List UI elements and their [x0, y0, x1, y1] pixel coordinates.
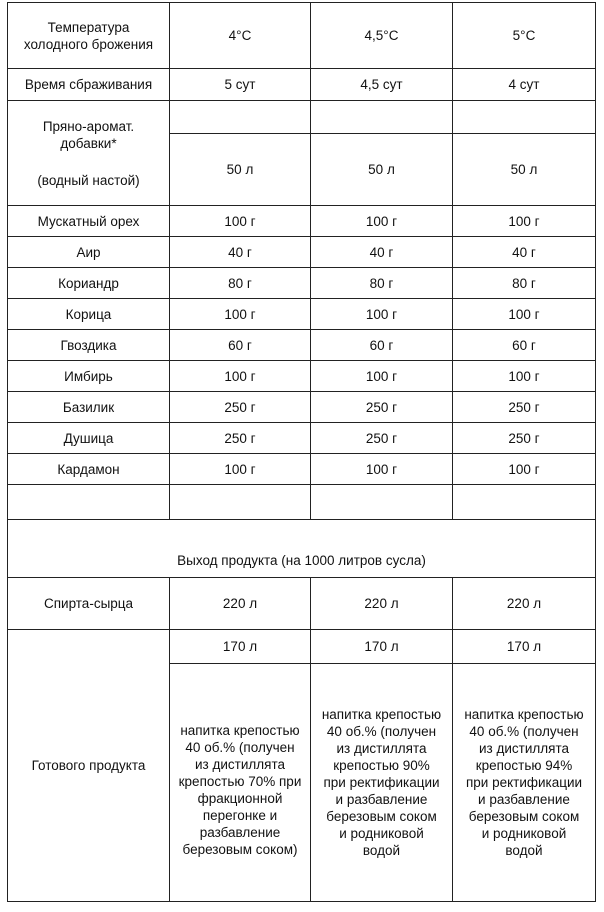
final-product-note	[311, 664, 453, 902]
spice-amount: 250 г	[311, 392, 453, 423]
spice-amount: 60 г	[170, 330, 311, 361]
spice-row	[8, 237, 596, 268]
document-page	[7, 2, 596, 902]
final-product-volume-row	[8, 630, 596, 664]
fermentation-time-value: 5 сут	[170, 69, 311, 101]
spice-row	[8, 454, 596, 485]
spice-row	[8, 299, 596, 330]
spice-name: Гвоздика	[8, 330, 170, 361]
spice-additives-volume: 50 л	[453, 134, 596, 206]
spice-name: Корица	[8, 299, 170, 330]
empty-row	[8, 485, 596, 520]
spice-amount: 80 г	[170, 268, 311, 299]
spice-name: Душица	[8, 423, 170, 454]
final-product-volume: 170 л	[311, 630, 453, 664]
final-product-label: Готового продукта	[8, 630, 170, 902]
final-product-note-text: напитка крепостью 40 об.% (получен из дистиллята крепостью 90% при ректификации и разбавление березовым соком и родниковой водой	[321, 707, 442, 858]
spice-row	[8, 423, 596, 454]
spice-amount: 40 г	[311, 237, 453, 268]
fermentation-time-value: 4 сут	[453, 69, 596, 101]
final-product-note	[453, 664, 596, 902]
final-product-volume: 170 л	[170, 630, 311, 664]
spice-amount: 100 г	[453, 299, 596, 330]
spice-amount: 250 г	[170, 423, 311, 454]
final-product-note-text: напитка крепостью 40 об.% (получен из дистиллята крепостью 70% при фракционной перегонке и разбавление березовым соком)	[178, 722, 302, 857]
temperature-value: 4°С	[170, 3, 311, 69]
spice-amount: 100 г	[311, 454, 453, 485]
spice-name: Аир	[8, 237, 170, 268]
spice-amount: 100 г	[170, 299, 311, 330]
spice-amount: 40 г	[170, 237, 311, 268]
spice-name: Имбирь	[8, 361, 170, 392]
spice-amount: 100 г	[453, 361, 596, 392]
spice-amount: 250 г	[170, 392, 311, 423]
final-product-note	[170, 664, 311, 902]
spice-amount: 250 г	[453, 423, 596, 454]
temperature-row	[8, 3, 596, 69]
spice-amount: 80 г	[311, 268, 453, 299]
temperature-label-text: Температура холодного брожения	[23, 19, 154, 52]
spice-row	[8, 330, 596, 361]
spice-name: Кардамон	[8, 454, 170, 485]
spice-amount: 100 г	[311, 299, 453, 330]
output-header: Выход продукта (на 1000 литров сусла)	[8, 520, 596, 578]
spice-amount: 100 г	[170, 454, 311, 485]
fermentation-time-value: 4,5 сут	[311, 69, 453, 101]
final-product-volume: 170 л	[453, 630, 596, 664]
spice-additives-label	[8, 101, 170, 206]
spice-row	[8, 361, 596, 392]
spice-amount: 100 г	[453, 206, 596, 237]
spice-row	[8, 268, 596, 299]
spice-name: Базилик	[8, 392, 170, 423]
spice-amount: 100 г	[311, 361, 453, 392]
spice-additives-label-line: (водный настой)	[37, 172, 140, 188]
spice-amount: 250 г	[453, 392, 596, 423]
spice-row	[8, 206, 596, 237]
spice-amount: 60 г	[311, 330, 453, 361]
empty-cell	[311, 485, 453, 520]
spice-name: Кориандр	[8, 268, 170, 299]
spice-amount: 100 г	[170, 206, 311, 237]
raw-spirit-value: 220 л	[453, 578, 596, 630]
spice-amount: 40 г	[453, 237, 596, 268]
raw-spirit-value: 220 л	[311, 578, 453, 630]
raw-spirit-row	[8, 578, 596, 630]
spice-amount: 100 г	[170, 361, 311, 392]
spice-additives-label-line: добавки*	[60, 135, 117, 151]
empty-cell	[170, 485, 311, 520]
spice-amount: 250 г	[311, 423, 453, 454]
spice-additives-row	[8, 101, 596, 134]
temperature-value: 5°С	[453, 3, 596, 69]
spice-amount: 100 г	[453, 454, 596, 485]
raw-spirit-label: Спирта-сырца	[8, 578, 170, 630]
empty-cell	[311, 101, 453, 134]
spice-amount: 80 г	[453, 268, 596, 299]
empty-cell	[8, 485, 170, 520]
spice-row	[8, 392, 596, 423]
spice-additives-label-line: Пряно-аромат.	[42, 118, 135, 134]
output-header-row	[8, 520, 596, 578]
temperature-label	[8, 3, 170, 69]
empty-cell	[453, 485, 596, 520]
brewing-parameters-table	[7, 2, 596, 902]
fermentation-time-row	[8, 69, 596, 101]
spice-additives-volume: 50 л	[170, 134, 311, 206]
fermentation-time-label: Время сбраживания	[8, 69, 170, 101]
final-product-note-text: напитка крепостью 40 об.% (получен из дистиллята крепостью 94% при ректификации и разбавление березовым соком и родниковой водой	[464, 707, 584, 858]
empty-cell	[170, 101, 311, 134]
spice-name: Мускатный орех	[8, 206, 170, 237]
raw-spirit-value: 220 л	[170, 578, 311, 630]
spice-additives-volume: 50 л	[311, 134, 453, 206]
empty-cell	[453, 101, 596, 134]
spice-amount: 60 г	[453, 330, 596, 361]
spice-amount: 100 г	[311, 206, 453, 237]
temperature-value: 4,5°С	[311, 3, 453, 69]
